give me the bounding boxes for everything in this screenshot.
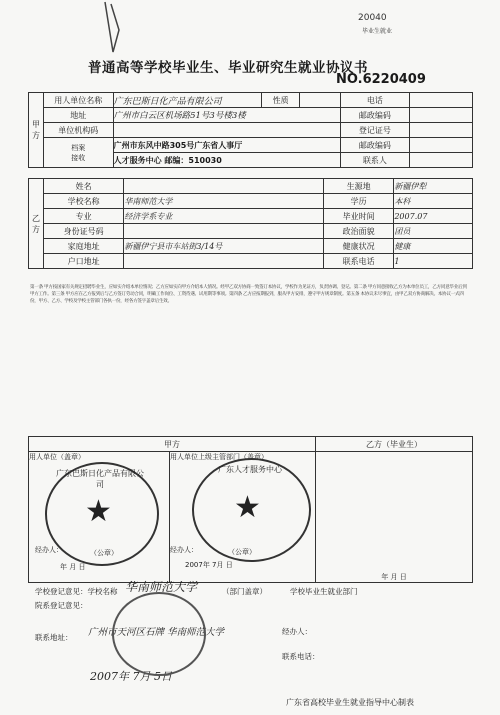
talent-seal-text: 广东人才服务中心: [218, 465, 282, 474]
org-code-value[interactable]: [113, 123, 340, 138]
party-b-side-label: 乙方: [29, 179, 44, 269]
hukou-value[interactable]: [124, 254, 324, 269]
home-address-value[interactable]: 新疆伊宁县市车站街3/14号: [124, 239, 324, 254]
dept-opinion-label: 院系登记意见：: [35, 601, 88, 610]
school-agent-label: 经办人：: [282, 627, 312, 636]
corner-code: 20040: [358, 13, 387, 23]
contact-label: 联系人: [340, 153, 410, 168]
id-label: 身份证号码: [43, 224, 123, 239]
unit-seal-cell: 用人单位（盖章）: [29, 452, 170, 583]
party-b-sign-cell[interactable]: 年 月 日: [316, 452, 473, 583]
name-label: 姓名: [43, 179, 123, 194]
tel-label: 联系电话: [323, 254, 393, 269]
address-label: 地址: [43, 108, 113, 123]
health-label: 健康状况: [323, 239, 393, 254]
school-value[interactable]: 华南师范大学: [124, 194, 324, 209]
seal-suffix-b: （公章）: [228, 548, 256, 556]
contact-value[interactable]: [410, 153, 473, 168]
dept-stamp-label: （部门盖章）: [222, 587, 267, 596]
terms-text: 第一条 甲方按国家有关规定招聘毕业生，应如实介绍本单位情况；乙方应如实向甲方介绍本人情况。经甲乙双方协商一致签订本协议，学校作为见证方，负责协调、登记。第二条 甲方同意接收乙方为本单位员工，乙方同意毕业后到甲方工作。第三条 甲方应在乙方报到后与乙方签订劳动合同，明确工作岗位、工资待遇、试用期等事项。第四条 乙方应按期报到，服从甲方安排，遵守甲方规章制度。第五条 本协议未尽事宜，由甲乙双方协商解决。本协议一式四份，甲方、乙方、学校及学校主管部门各执一份，经各方签字盖章后生效。: [30, 285, 467, 304]
phone-label: 电话: [340, 93, 410, 108]
phone-value[interactable]: [410, 93, 473, 108]
health-value[interactable]: 健康: [394, 239, 473, 254]
politics-label: 政治面貌: [323, 224, 393, 239]
school-seal-stamp: [112, 592, 206, 676]
degree-value[interactable]: 本科: [394, 194, 473, 209]
party-b-table: [28, 178, 473, 269]
company-seal-star-icon: ★: [85, 494, 112, 529]
hukou-label: 户口地址: [43, 254, 123, 269]
archive-address-value[interactable]: 人才服务中心 邮编：510030: [113, 153, 340, 168]
register-value[interactable]: [410, 123, 473, 138]
contact-address-label: 联系地址：: [35, 633, 73, 642]
tel-value[interactable]: 1: [394, 254, 473, 269]
school-name-value: 华南师范大学: [125, 580, 198, 594]
archive-label: 档案 接收: [43, 138, 113, 168]
date-b: 2007年 7月 日: [185, 561, 233, 569]
register-label: 登记证号: [340, 123, 410, 138]
paper-clip-icon: [85, 0, 145, 60]
name-value[interactable]: [124, 179, 324, 194]
zip-value[interactable]: [410, 108, 473, 123]
school-employment-dept-label: 学校毕业生就业部门: [290, 587, 358, 596]
id-value[interactable]: [124, 224, 324, 239]
nature-label: 性质: [261, 93, 299, 108]
contact-phone-label: 联系电话：: [282, 652, 320, 661]
major-value[interactable]: 经济学系专业: [124, 209, 324, 224]
sig-party-b-label: 乙方（毕业生）: [316, 437, 473, 452]
grad-time-label: 毕业时间: [323, 209, 393, 224]
archive-unit-value[interactable]: 广州市东风中路305号广东省人事厅: [113, 138, 340, 153]
agent-label-a: 经办人：: [35, 546, 63, 554]
contact-address-value: 广州市天河区石牌 华南师范大学: [88, 627, 225, 638]
talent-seal-star-icon: ★: [234, 490, 261, 525]
sig-party-a-label: 甲方: [29, 437, 316, 452]
seal-suffix-a: （公章）: [90, 549, 118, 557]
document-title: 普通高等学校毕业生、毕业研究生就业协议书: [88, 60, 368, 76]
home-address-label: 家庭地址: [43, 239, 123, 254]
party-a-table: [28, 92, 473, 168]
grad-time-value[interactable]: 2007.07: [394, 209, 473, 224]
company-seal-text: 广东巴斯日化产品有限公司: [56, 469, 144, 489]
major-label: 专业: [43, 209, 123, 224]
corner-sub: 毕业生就业: [362, 28, 393, 35]
footer-text: 广东省高校毕业生就业指导中心制表: [286, 698, 414, 707]
politics-value[interactable]: 团员: [394, 224, 473, 239]
unit-name-value[interactable]: 广东巴斯日化产品有限公司: [113, 93, 261, 108]
date-a: 年 月 日: [60, 563, 86, 571]
school-label: 学校名称: [43, 194, 123, 209]
address-value[interactable]: 广州市白云区机场路51号3号楼3楼: [113, 108, 340, 123]
party-a-side-label: 甲方: [29, 93, 44, 168]
origin-value[interactable]: 新疆伊犁: [394, 179, 473, 194]
nature-value[interactable]: [300, 93, 340, 108]
zip-label: 邮政编码: [340, 108, 410, 123]
agent-label-b: 经办人：: [170, 546, 198, 554]
archive-zip-label: 邮政编码: [340, 138, 410, 153]
superior-seal-cell: 用人单位上级主管部门（盖章）: [170, 452, 316, 583]
org-code-label: 单位机构码: [43, 123, 113, 138]
archive-zip-value[interactable]: [410, 138, 473, 153]
origin-label: 生源地: [323, 179, 393, 194]
degree-label: 学历: [323, 194, 393, 209]
school-opinion-label: 学校登记意见：学校名称: [35, 587, 118, 596]
school-date: 2007年 7月 5日: [90, 670, 172, 683]
document-number: NO.6220409: [336, 72, 426, 87]
unit-name-label: 用人单位名称: [43, 93, 113, 108]
